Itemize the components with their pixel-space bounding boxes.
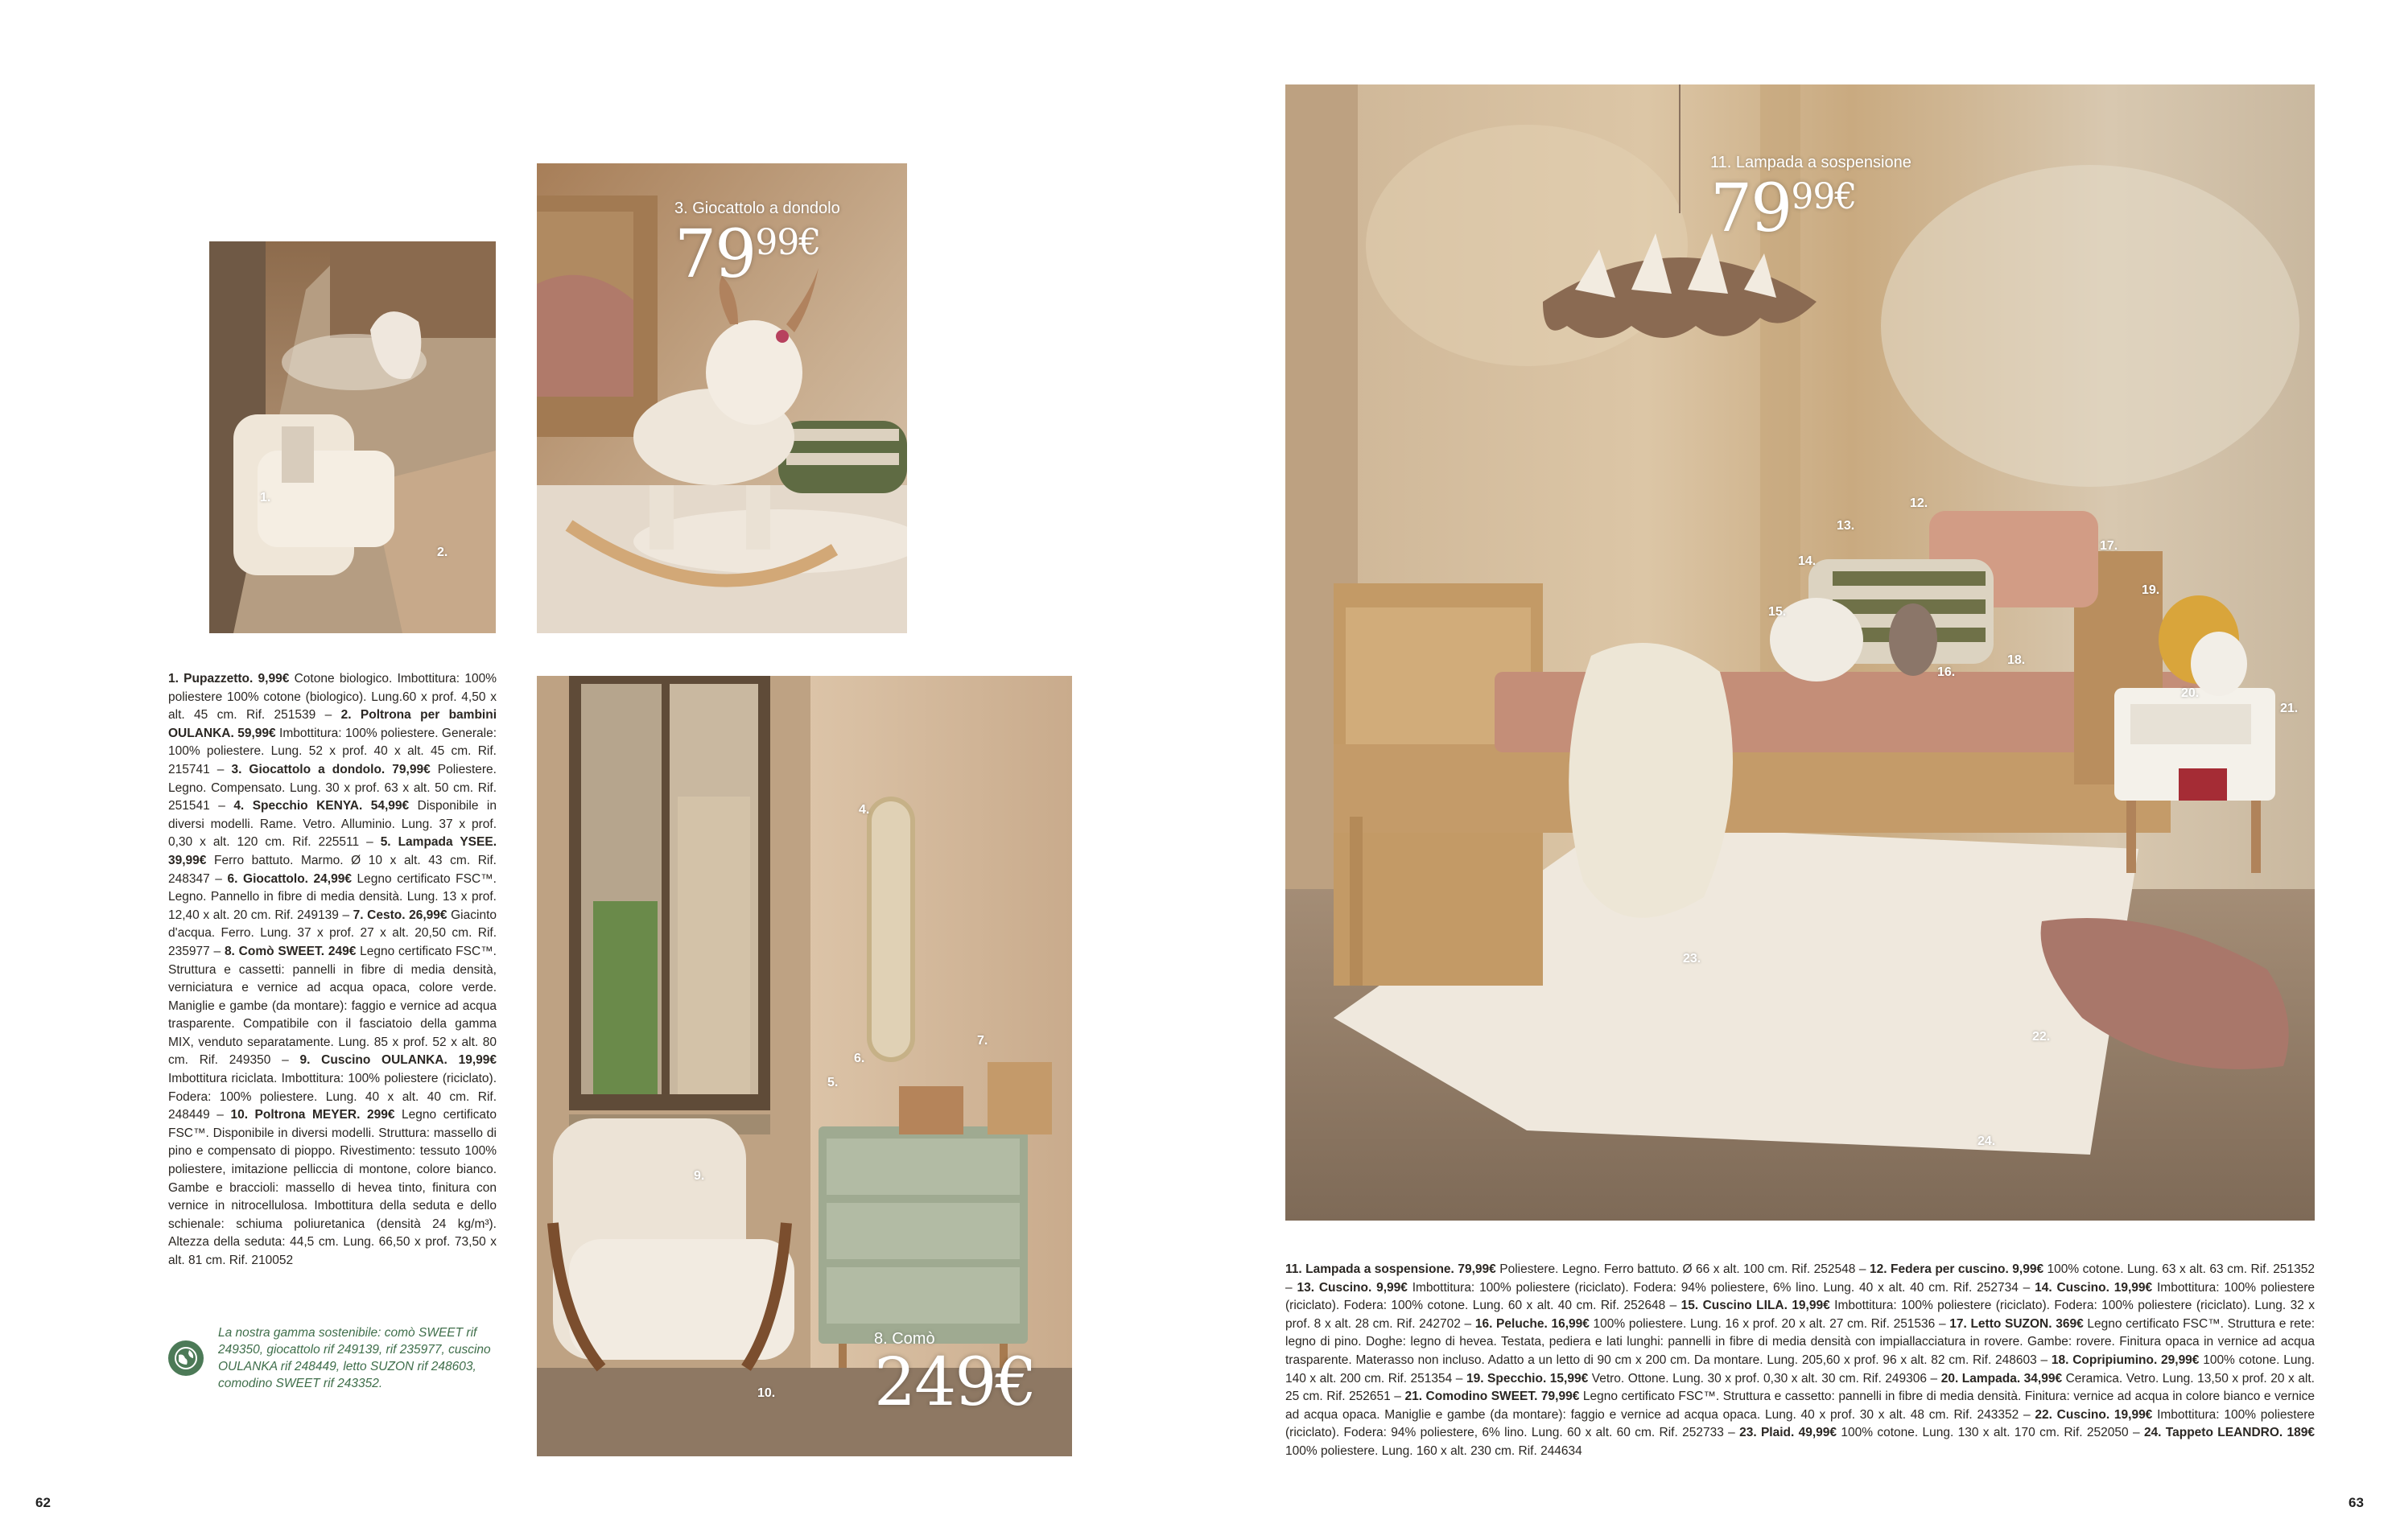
callout-1: 1. [260, 491, 271, 504]
callout-2: 2. [437, 546, 448, 559]
right-product-name: 21. Comodino SWEET. 79,99€ [1404, 1390, 1580, 1404]
price-pendant-lamp [1710, 171, 1857, 247]
callout-12: 12. [1910, 496, 1928, 510]
right-product-details: Imbottitura: 100% poliestere (riciclato). Fodera: 100% poliestere (riciclato). Lung. 32 x prof. 8 x alt. 28 cm. Rif. 242702 – [1285, 1299, 2315, 1331]
right-product-details: 100% poliestere. Lung. 16 x prof. 20 x alt. 27 cm. Rif. 251536 – [1589, 1316, 1950, 1331]
right-product-name: 14. Cuscino. 19,99€ [2035, 1280, 2153, 1295]
callout-4: 4. [859, 803, 870, 817]
photo-bedroom-image [1285, 84, 2315, 1221]
callout-17: 17. [2100, 539, 2118, 553]
callout-23: 23. [1683, 952, 1701, 966]
callout-22: 22. [2032, 1030, 2051, 1044]
callout-7: 7. [977, 1034, 988, 1048]
right-product-details: Imbottitura: 100% poliestere (riciclato). Fodera: 94% poliestere, 6% lino. Lung. 40 x alt. 40 cm. Rif. 252734 – [1407, 1280, 2035, 1295]
photo-kids-armchair-image [209, 241, 496, 633]
callout-5: 5. [827, 1076, 839, 1089]
right-product-name: 12. Federa per cuscino. 9,99€ [1869, 1262, 2044, 1276]
left-product-name: 1. Pupazzetto. 9,99€ [168, 672, 290, 686]
left-product-details: Giacinto d'acqua. Ferro. Lung. 37 x prof. 27 x alt. 20,50 cm. Rif. 235977 – [168, 908, 497, 958]
left-product-name: 10. Poltrona MEYER. 299€ [230, 1108, 395, 1122]
right-product-name: 16. Peluche. 16,99€ [1474, 1316, 1590, 1331]
right-product-name: 11. Lampada a sospensione. 79,99€ [1285, 1262, 1496, 1276]
right-product-name: 24. Tappeto LEANDRO. 189€ [2143, 1426, 2316, 1440]
right-product-details: Vetro. Ottone. Lung. 30 x prof. 0,30 x alt. 30 cm. Rif. 249306 – [1588, 1371, 1941, 1386]
right-product-details: Legno certificato FSC™. Struttura e rete: legno di pino. Doghe: legno di hevea. Testata, pediera e lati lunghi: pannelli in fibre di media densità con impiallacciatura in rovere. Gambe: rovere. Finitura opaca in vernice ad acqua trasparente. Materasso non incluso. Adatto a un letto di 90 cm x 200 cm. Da montare. Lung. 205,60 x prof. 96 x alt. 82 cm. Rif. 248603 – [1285, 1316, 2316, 1367]
right-product-name: 22. Cuscino. 19,99€ [2035, 1407, 2153, 1422]
left-product-details: Poliestere. Legno. Compensato. Lung. 30 x prof. 63 x alt. 50 cm. Rif. 251541 – [168, 762, 497, 813]
price-dresser-value: 249€ [874, 1344, 1036, 1421]
globe-leaf-icon [168, 1340, 204, 1376]
left-product-name: 4. Specchio KENYA. 54,99€ [233, 799, 410, 813]
left-product-name: 2. Poltrona per bambini OULANKA. 59,99€ [168, 708, 497, 740]
price-rocking-toy-cents: 99€ [755, 222, 821, 263]
left-product-details: Imbottitura: 100% poliestere. Generale: 100% poliestere. Lung. 52 x prof. 40 x alt. 45 cm. Rif. 215741 – [168, 726, 497, 776]
photo-dresser-room [537, 676, 1072, 1456]
callout-24: 24. [1977, 1134, 1996, 1148]
left-product-details: Legno certificato FSC™. Legno. Pannello in fibre di media densità. Lung. 13 x prof. 12,40 x alt. 20 cm. Rif. 249139 – [168, 871, 497, 922]
left-product-details: Cotone biologico. Imbottitura: 100% poliestere 100% cotone (biologico). Lung.60 x prof. 4,50 x alt. 45 cm. Rif. 251539 – [168, 672, 497, 723]
right-product-name: 18. Copripiumino. 29,99€ [2051, 1353, 2200, 1367]
price-dresser [874, 1344, 1036, 1421]
left-product-details: Imbottitura riciclata. Imbottitura: 100% poliestere (riciclato). Fodera: 100% poliestere. Lung. 40 x alt. 40 cm. Rif. 248449 – [168, 1072, 497, 1122]
price-label-rocking-toy: 3. Giocattolo a dondolo [674, 200, 840, 217]
right-product-details: Imbottitura: 100% poliestere (riciclato). Fodera: 94% poliestere, 6% lino. Lung. 60 x alt. 60 cm. Rif. 252733 – [1285, 1407, 2315, 1440]
price-rocking-toy [674, 216, 821, 293]
price-label-pendant-lamp: 11. Lampada a sospensione [1710, 154, 1911, 171]
left-product-name: 7. Cesto. 26,99€ [353, 908, 447, 922]
callout-15: 15. [1768, 605, 1787, 619]
left-product-name: 3. Giocattolo a dondolo. 79,99€ [231, 762, 431, 776]
right-product-details: 100% cotone. Lung. 63 x alt. 63 cm. Rif. 251352 – [1285, 1262, 2315, 1295]
callout-16: 16. [1937, 665, 1956, 679]
callout-20: 20. [2181, 686, 2200, 700]
callout-14: 14. [1798, 554, 1817, 568]
left-product-name: 9. Cuscino OULANKA. 19,99€ [299, 1053, 497, 1068]
left-product-details: Legno certificato FSC™. Disponibile in diversi modelli. Struttura: massello di pino e compensato di pioppo. Rivestimento: tessuto 100% poliestere, imitazione pelliccia di montone, colore bianco. Gambe e braccioli: massello di hevea tinto, finitura con vernice in nitrocellulosa. Imbottitura della seduta e dello schienale: schiuma poliuretanica (densità 24 kg/m³). Altezza della seduta: 44,5 cm. Lung. 66,50 x prof. 73,50 x alt. 81 cm. Rif. 210052 [168, 1108, 497, 1267]
right-product-name: 23. Plaid. 49,99€ [1739, 1426, 1837, 1440]
callout-13: 13. [1837, 519, 1855, 533]
left-product-name: 6. Giocattolo. 24,99€ [227, 871, 352, 886]
price-pendant-lamp-cents: 99€ [1791, 176, 1857, 217]
right-product-details: 100% cotone. Lung. 140 x alt. 200 cm. Rif. 251354 – [1285, 1353, 2315, 1386]
photo-bedroom [1285, 84, 2315, 1221]
right-product-details: Imbottitura: 100% poliestere (riciclato). Fodera: 100% cotone. Lung. 60 x alt. 40 cm. Rif. 252648 – [1285, 1280, 2315, 1313]
right-product-details: Ceramica. Vetro. Lung. 13,50 x prof. 20 x alt. 25 cm. Rif. 252651 – [1285, 1371, 2315, 1404]
left-product-details: Legno certificato FSC™. Struttura e cassetti: pannelli in fibre di media densità, verniciatura e vernice ad acqua opaca, colore verde. Maniglie e gambe (da montare): faggio e vernice ad acqua trasparente. Compatibile con il fasciatoio della gamma MIX, venduto separatamente. Lung. 85 x prof. 52 x alt. 80 cm. Rif. 249350 – [168, 944, 497, 1068]
photo-dresser-room-image [537, 676, 1072, 1456]
product-description-left [168, 670, 497, 1270]
photo-kids-armchair [209, 241, 496, 633]
left-product-name: 5. Lampada YSEE. 39,99€ [168, 835, 497, 867]
callout-18: 18. [2007, 653, 2026, 667]
right-product-details: 100% poliestere. Lung. 160 x alt. 230 cm. Rif. 244634 [1285, 1443, 1582, 1458]
right-product-name: 13. Cuscino. 9,99€ [1297, 1280, 1408, 1295]
left-product-name: 8. Comò SWEET. 249€ [224, 944, 357, 958]
photo-rocking-deer [537, 163, 907, 633]
callout-10: 10. [757, 1386, 776, 1400]
callout-21: 21. [2280, 702, 2299, 715]
callout-6: 6. [854, 1052, 865, 1065]
price-label-dresser: 8. Comò [874, 1330, 935, 1348]
price-rocking-toy-int: 79 [674, 216, 756, 293]
right-product-name: 17. Letto SUZON. 369€ [1949, 1316, 2084, 1331]
page-number-right: 63 [2349, 1495, 2364, 1510]
product-description-right [1285, 1261, 2315, 1461]
right-product-details: 100% cotone. Lung. 130 x alt. 170 cm. Rif. 252050 – [1837, 1426, 2144, 1440]
eco-note-text: La nostra gamma sostenibile: comò SWEET rif 249350, giocattolo rif 249139, rif 235977, cuscino OULANKA rif 248449, letto SUZON rif 248603, comodino SWEET rif 243352. [218, 1326, 491, 1390]
right-product-details: Legno certificato FSC™. Struttura e cassetto: pannelli in fibre di media densità. Finitura: vernice ad acqua in colore bianco e vernice ad acqua opaca. Maniglie e gambe (da montare): faggio e vernice ad acqua opaca. Lung. 40 x prof. 30 x alt. 48 cm. Rif. 243352 – [1285, 1390, 2316, 1422]
left-product-details: Ferro battuto. Marmo. Ø 10 x alt. 43 cm. Rif. 248347 – [168, 853, 497, 886]
callout-19: 19. [2142, 583, 2160, 597]
price-pendant-lamp-int: 79 [1710, 171, 1792, 247]
right-product-name: 19. Specchio. 15,99€ [1466, 1371, 1589, 1386]
callout-9: 9. [694, 1169, 705, 1183]
right-product-name: 15. Cuscino LILA. 19,99€ [1680, 1299, 1830, 1313]
page-number-left: 62 [35, 1495, 51, 1510]
left-product-details: Disponibile in diversi modelli. Rame. Vetro. Alluminio. Lung. 37 x prof. 0,30 x alt. 120 cm. Rif. 225511 – [168, 799, 497, 850]
right-product-name: 20. Lampada. 34,99€ [1940, 1371, 2063, 1386]
right-product-details: Poliestere. Legno. Ferro battuto. Ø 66 x alt. 100 cm. Rif. 252548 – [1495, 1262, 1870, 1276]
